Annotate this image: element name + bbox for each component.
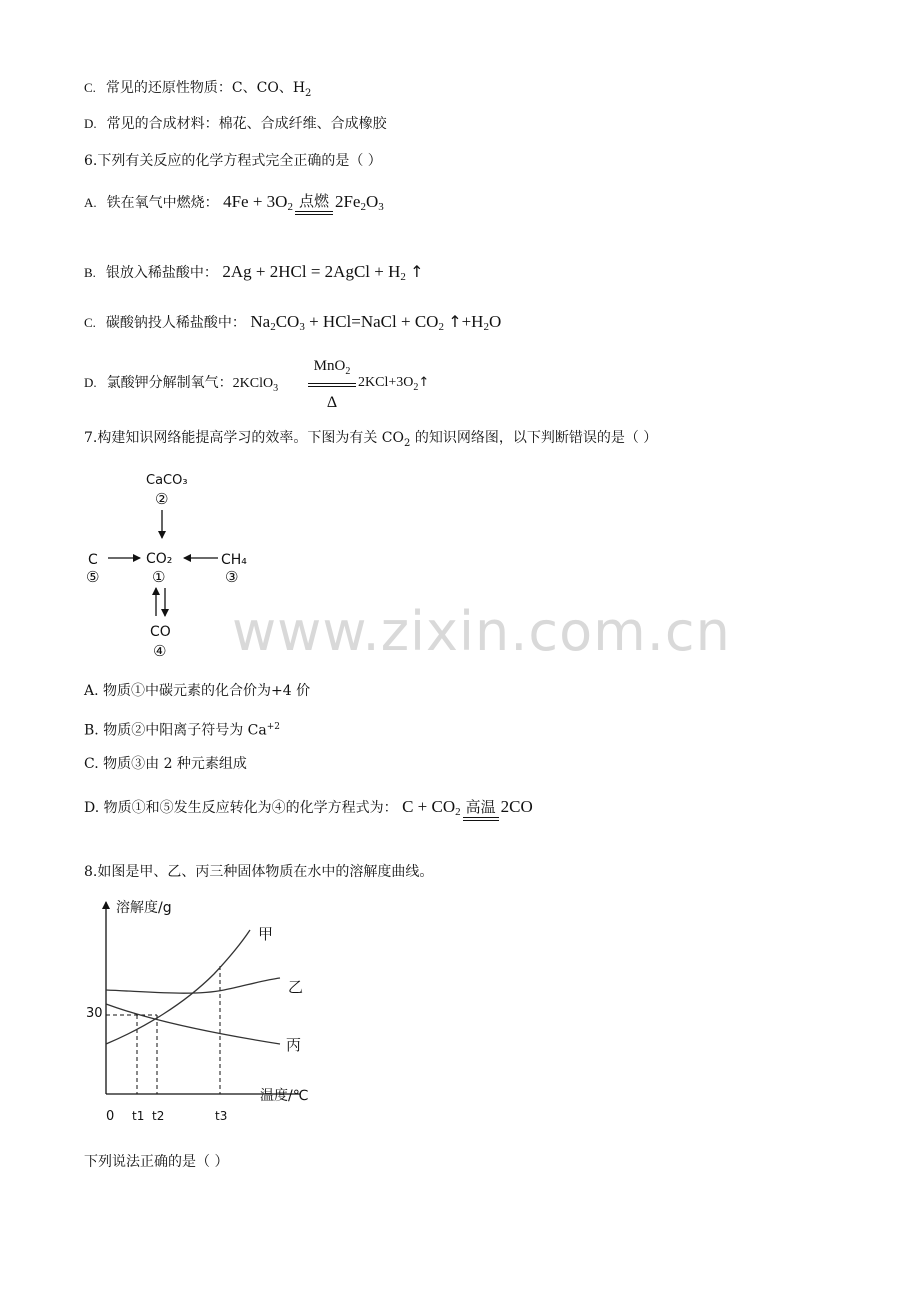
origin-label: 0 xyxy=(106,1109,115,1124)
q6-equation-b: 2Ag + 2HCl = 2AgCl + $H_2$ ↑ xyxy=(222,262,424,283)
solubility-curve-chart xyxy=(84,894,334,1124)
q6-option-a: A. 铁在氧气中燃烧： $4Fe + 3O_2$ 点燃 $2Fe_2O_3$ xyxy=(84,192,384,213)
q5-option-d: D. 常见的合成材料：棉花、合成纤维、合成橡胶 xyxy=(84,116,387,132)
q7-option-a: A. 物质①中碳元素的化合价为+4 价 xyxy=(84,683,311,699)
q8-question: 下列说法正确的是（ ） xyxy=(84,1154,229,1170)
co-label: CO xyxy=(150,624,171,640)
y-axis-label: 溶解度/g xyxy=(116,900,172,916)
q5-option-c: C. 常见的还原性物质：C、CO、$H_2$ xyxy=(84,80,312,99)
x-tick-t3: t3 xyxy=(215,1109,228,1123)
q6-equation-c: $Na_2CO_3$ + HCl=NaCl + $CO_2$ $↑+H_2O$ xyxy=(250,312,502,333)
q6-option-b: B. 银放入稀盐酸中： 2Ag + 2HCl = 2AgCl + $H_2$ ↑ xyxy=(84,262,424,283)
curve-yi xyxy=(106,978,280,993)
q6-option-c: C. 碳酸钠投人稀盐酸中： $Na_2CO_3$ + HCl=NaCl + $CO_2$ $↑+H_2O$ xyxy=(84,312,502,333)
y-tick-30: 30 xyxy=(86,1006,103,1021)
x-axis-label: 温度/℃ xyxy=(260,1088,309,1104)
carbon-label: C xyxy=(88,552,98,568)
series-label-yi: 乙 xyxy=(288,978,304,996)
curve-jia xyxy=(106,930,250,1044)
number-5: ⑤ xyxy=(86,568,100,586)
q7-equation-d: $C + CO_2$ 高温 2CO xyxy=(402,797,533,816)
q7-stem: 7.构建知识网络能提高学习的效率。下图为有关 $CO_2$ 的知识网络图，以下判断错误的是（ ） xyxy=(84,430,658,449)
co2-label: CO₂ xyxy=(146,551,173,567)
ch4-label: CH₄ xyxy=(221,552,247,568)
q6-equation-a: $4Fe + 3O_2$ 点燃 $2Fe_2O_3$ xyxy=(223,192,384,213)
watermark: www.zixin.com.cn xyxy=(232,600,731,663)
q7-option-c: C. 物质③由 2 种元素组成 xyxy=(84,756,247,772)
caco3-label: CaCO₃ xyxy=(146,473,188,488)
x-tick-t2: t2 xyxy=(152,1109,165,1123)
q6-equation-d-condition: MnO$_2$ Δ xyxy=(308,357,356,413)
curve-bing xyxy=(106,1004,280,1044)
number-1: ① xyxy=(152,568,166,586)
number-3: ③ xyxy=(225,568,239,586)
q6-stem: 6.下列有关反应的化学方程式完全正确的是（ ） xyxy=(84,153,382,169)
x-tick-t1: t1 xyxy=(132,1109,145,1123)
number-2: ② xyxy=(155,490,169,508)
series-label-bing: 丙 xyxy=(286,1036,302,1054)
q8-stem: 8.如图是甲、乙、丙三种固体物质在水中的溶解度曲线。 xyxy=(84,864,434,880)
q7-option-d: D. 物质①和⑤发生反应转化为④的化学方程式为： $C + CO_2$ 高温 2CO xyxy=(84,792,533,827)
number-4: ④ xyxy=(153,642,167,660)
series-label-jia: 甲 xyxy=(258,925,274,943)
q7-option-b: B. 物质②中阳离子符号为 $Ca^{+2}$ xyxy=(84,722,280,739)
